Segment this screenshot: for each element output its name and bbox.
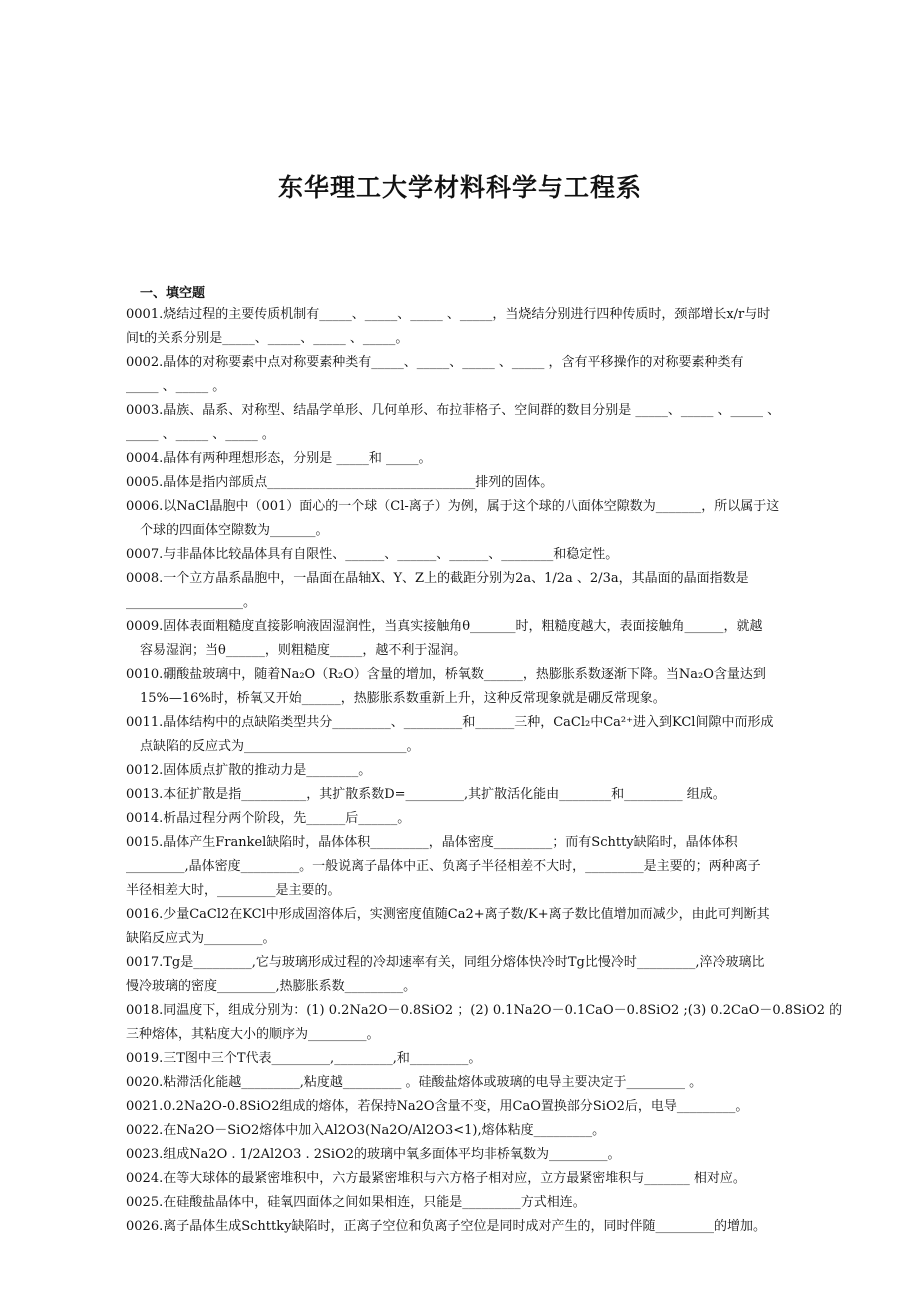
question-text: 0009.固体表面粗糙度直接影响液固湿润性，当真实接触角θ_______时，粗糙度越大，表面接触角______，就越 xyxy=(126,619,763,634)
question-text-continued: 半径相差大时，_________是主要的。 xyxy=(126,883,341,898)
question-item xyxy=(126,399,878,447)
question-text: 0013.本征扩散是指__________，其扩散系数D=_________,其扩散活化能由________和_________ 组成。 xyxy=(126,787,726,802)
question-item xyxy=(126,303,878,351)
question-item xyxy=(126,783,878,807)
question-item xyxy=(126,831,878,903)
question-text: 0010.硼酸盐玻璃中，随着Na₂O（R₂O）含量的增加，桥氧数______，热膨胀系数逐渐下降。当Na₂O含量达到 xyxy=(126,667,766,682)
question-list xyxy=(126,303,878,1239)
question-item xyxy=(126,1071,878,1095)
document-title: 东华理工大学材料科学与工程系 xyxy=(277,173,642,202)
question-text-continued: _____ 、_____ 、_____ 。 xyxy=(126,427,275,442)
question-item xyxy=(126,759,878,783)
question-text-continued: _________,晶体密度_________。一般说离子晶体中正、负离子半径相差不大时，_________是主要的；两种离子 xyxy=(126,859,761,874)
question-text-continued: 间t的关系分别是_____、_____、_____ 、_____。 xyxy=(126,331,409,346)
question-item xyxy=(126,447,878,471)
question-text: 0007.与非晶体比较晶体具有自限性、______、______、______、________和稳定性。 xyxy=(126,547,619,562)
question-text: 0015.晶体产生Frankel缺陷时，晶体体积_________，晶体密度_________；而有Schtty缺陷时，晶体体积 xyxy=(126,835,738,850)
question-item xyxy=(126,1191,878,1215)
question-item xyxy=(126,615,878,663)
question-text: 0020.粘滞活化能越_________,粘度越_________ 。硅酸盐熔体或玻璃的电导主要决定于_________ 。 xyxy=(126,1075,703,1090)
question-item xyxy=(126,1047,878,1071)
question-item xyxy=(126,807,878,831)
question-text: 0011.晶体结构中的点缺陷类型共分_________、_________和______三种，CaCl₂中Ca²⁺进入到KCl间隙中而形成 xyxy=(126,715,774,730)
question-text-continued: 15%—16%时，桥氧又开始______，热膨胀系数重新上升，这种反常现象就是硼反常现象。 xyxy=(140,691,666,706)
question-item xyxy=(126,951,878,999)
question-text-continued: 三种熔体，其粘度大小的顺序为_________。 xyxy=(126,1027,380,1042)
question-text: 0019.三T图中三个T代表_________,_________,和_________。 xyxy=(126,1051,482,1066)
question-text: 0017.Tg是_________,它与玻璃形成过程的冷却速率有关，同组分熔体快冷时Tg比慢冷时_________,淬冷玻璃比 xyxy=(126,955,765,970)
question-text: 0023.组成Na2O . 1/2Al2O3 . 2SiO2的玻璃中氧多面体平均非桥氧数为_________。 xyxy=(126,1147,621,1162)
question-text: 0014.析晶过程分两个阶段，先______后______。 xyxy=(126,811,411,826)
question-text: 0006.以NaCl晶胞中（001）面心的一个球（Cl-离子）为例，属于这个球的八面体空隙数为_______，所以属于这 xyxy=(126,499,780,514)
question-text: 0025.在硅酸盐晶体中，硅氧四面体之间如果相连，只能是_________方式相连。 xyxy=(126,1195,586,1210)
question-text-continued: _____ 、_____ 。 xyxy=(126,379,226,394)
question-item xyxy=(126,1215,878,1239)
question-item xyxy=(126,711,878,759)
question-text: 0005.晶体是指内部质点________________________________排列的固体。 xyxy=(126,475,554,490)
question-text-continued: 慢冷玻璃的密度_________,热膨胀系数_________。 xyxy=(126,979,417,994)
question-text: 0024.在等大球体的最紧密堆积中，六方最紧密堆积与六方格子相对应，立方最紧密堆积与_______ 相对应。 xyxy=(126,1171,746,1186)
question-text: 0018.同温度下，组成分别为：(1) 0.2Na2O－0.8SiO2 ；(2) 0.1Na2O－0.1CaO－0.8SiO2 ;(3) 0.2CaO－0.8SiO2 的 xyxy=(126,1003,843,1018)
question-text: 0008.一个立方晶系晶胞中，一晶面在晶轴X、Y、Z上的截距分别为2a、1/2a 、2/3a，其晶面的晶面指数是__________________。 xyxy=(126,571,749,610)
question-text: 0022.在Na2O－SiO2熔体中加入Al2O3(Na2O/Al2O3<1),熔体粘度_________。 xyxy=(126,1123,606,1138)
question-text: 0016.少量CaCl2在KCl中形成固溶体后，实测密度值随Ca2+离子数/K+离子数比值增加而减少，由此可判断其 xyxy=(126,907,770,922)
question-item xyxy=(126,1119,878,1143)
question-text-continued: 点缺陷的反应式为_________________________。 xyxy=(140,739,420,754)
question-item xyxy=(126,1143,878,1167)
question-item xyxy=(126,903,878,951)
section-heading: 一、填空题 xyxy=(140,286,206,301)
question-text: 0021.0.2Na2O-0.8SiO2组成的熔体，若保持Na2O含量不变，用CaO置换部分SiO2后，电导_________。 xyxy=(126,1099,749,1114)
question-text: 0012.固体质点扩散的推动力是________。 xyxy=(126,763,372,778)
question-text: 0002.晶体的对称要素中点对称要素种类有_____、_____、_____ 、_____ ，含有平移操作的对称要素种类有 xyxy=(126,355,744,370)
question-item xyxy=(126,543,878,567)
question-item xyxy=(126,999,878,1047)
question-text: 0003.晶族、晶系、对称型、结晶学单形、几何单形、布拉菲格子、空间群的数目分别是 _____、_____ 、_____ 、 xyxy=(126,403,781,418)
question-text: 0004.晶体有两种理想形态，分别是 _____和 _____。 xyxy=(126,451,432,466)
question-item xyxy=(126,1095,878,1119)
question-item xyxy=(126,351,878,399)
question-text-continued: 缺陷反应式为_________。 xyxy=(126,931,276,946)
question-item xyxy=(126,567,878,615)
question-item xyxy=(126,495,878,543)
question-item xyxy=(126,471,878,495)
question-text-continued: 容易湿润；当θ______，则粗糙度_____，越不利于湿润。 xyxy=(140,643,467,658)
question-text: 0001.烧结过程的主要传质机制有_____、_____、_____ 、_____，当烧结分别进行四种传质时，颈部增长x/r与时 xyxy=(126,307,771,322)
question-text-continued: 个球的四面体空隙数为_______。 xyxy=(140,523,329,538)
question-item xyxy=(126,1167,878,1191)
question-text: 0026.离子晶体生成Schttky缺陷时，正离子空位和负离子空位是同时成对产生的，同时伴随_________的增加。 xyxy=(126,1219,766,1234)
question-item xyxy=(126,663,878,711)
